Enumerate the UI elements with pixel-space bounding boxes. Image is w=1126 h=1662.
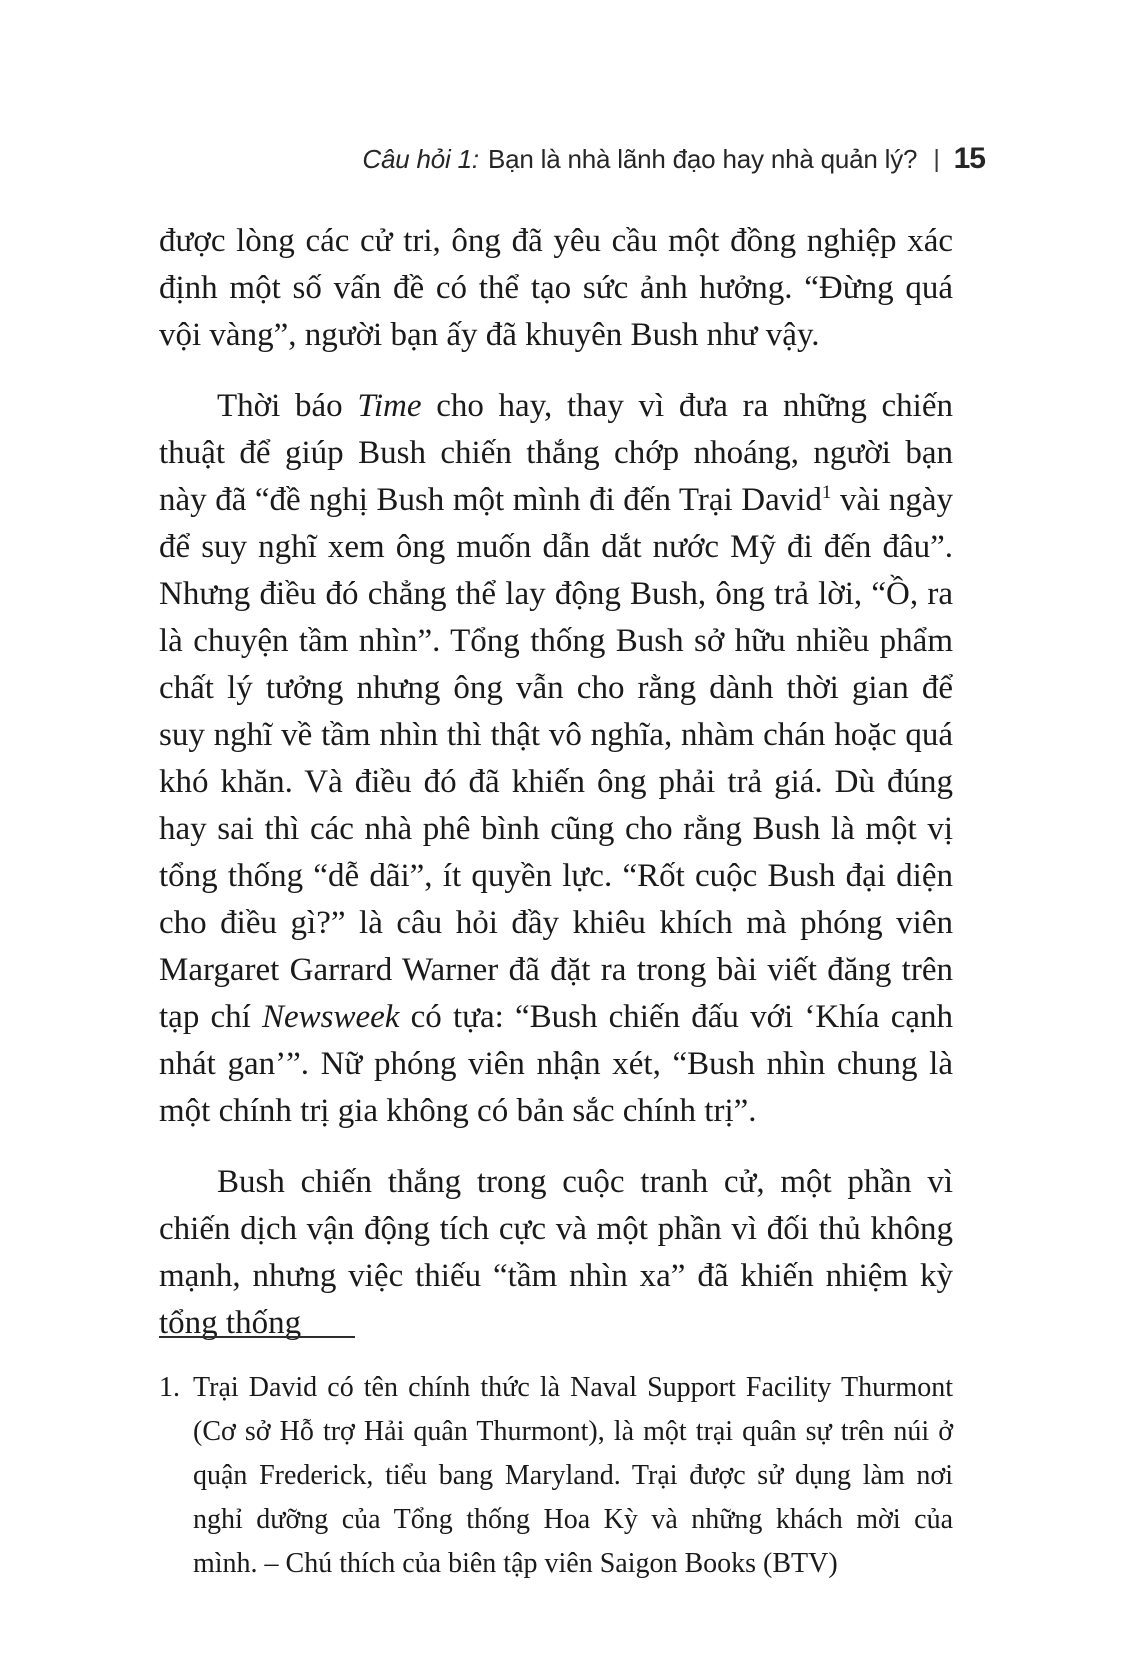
text-run: được lòng các cử tri, ông đã yêu cầu một đồng nghiệp xác định một số vấn đề có thể tạo sức ảnh hưởng. “Đừng quá vội vàng”, người bạn ấy đã khuyên Bush như vậy. xyxy=(159,223,953,353)
text-run: vài ngày để suy nghĩ xem ông muốn dẫn dắt nước Mỹ đi đến đâu”. Nhưng điều đó chẳng thể lay động Bush, ông trả lời, “Ồ, ra là chuyện tầm nhìn”. Tổng thống Bush sở hữu nhiều phẩm chất lý tưởng nhưng ông vẫn cho rằng dành thời gian để suy nghĩ về tầm nhìn thì thật vô nghĩa, nhàm chán hoặc quá khó khăn. Và điều đó đã khiến ông phải trả giá. Dù đúng hay sai thì các nhà phê bình cũng cho rằng Bush là một vị tổng thống “dễ dãi”, ít quyền lực. “Rốt cuộc Bush đại diện cho điều gì?” là câu hỏi đầy khiêu khích mà phóng viên Margaret Garrard Warner đã đặt ra trong bài viết đăng trên tạp chí xyxy=(159,482,954,1035)
paragraph xyxy=(159,1159,953,1347)
text-run: Trại David có tên chính thức là Naval Support Facility Thurmont (Cơ sở Hỗ trợ Hải quân Thurmont), là một trại quân sự trên núi ở quận Frederick, tiểu bang Maryland. Trại được sử dụng làm nơi nghỉ dưỡng của Tổng thống Hoa Kỳ và những khách mời của mình. – Chú thích của biên tập viên Saigon Books (BTV) xyxy=(193,1372,953,1579)
paragraph xyxy=(159,218,953,359)
text-run: có tựa: “Bush chiến đấu với ‘Khía cạnh nhát gan’”. Nữ phóng viên nhận xét, “Bush nhìn chung là một chính trị gia không có bản sắc chính trị”. xyxy=(159,999,953,1129)
footnote-separator-rule xyxy=(159,1336,355,1338)
footnote xyxy=(159,1366,953,1586)
text-run: cho hay, thay vì đưa ra những chiến thuật để giúp Bush chiến thắng chớp nhoáng, người bạn này đã “đề nghị Bush một mình đi đến Trại David xyxy=(159,388,953,518)
page-number: 15 xyxy=(953,142,985,175)
body-text xyxy=(159,218,953,1347)
footnote-text xyxy=(193,1366,953,1586)
header-title: Bạn là nhà lãnh đạo hay nhà quản lý? xyxy=(487,144,918,174)
italic-text: Time xyxy=(357,388,422,424)
footnote-marker: 1. xyxy=(159,1372,180,1403)
footnote-reference: 1 xyxy=(821,482,832,503)
paragraph xyxy=(159,383,953,1135)
header-separator: | xyxy=(933,145,940,173)
running-header xyxy=(160,141,985,178)
italic-text: Newsweek xyxy=(261,999,400,1035)
chapter-label: Câu hỏi 1: xyxy=(362,144,479,174)
text-run: Bush chiến thắng trong cuộc tranh cử, một phần vì chiến dịch vận động tích cực và một phần vì đối thủ không mạnh, nhưng việc thiếu “tầm nhìn xa” đã khiến nhiệm kỳ tổng thống xyxy=(159,1164,953,1341)
text-run: Thời báo xyxy=(217,388,358,424)
